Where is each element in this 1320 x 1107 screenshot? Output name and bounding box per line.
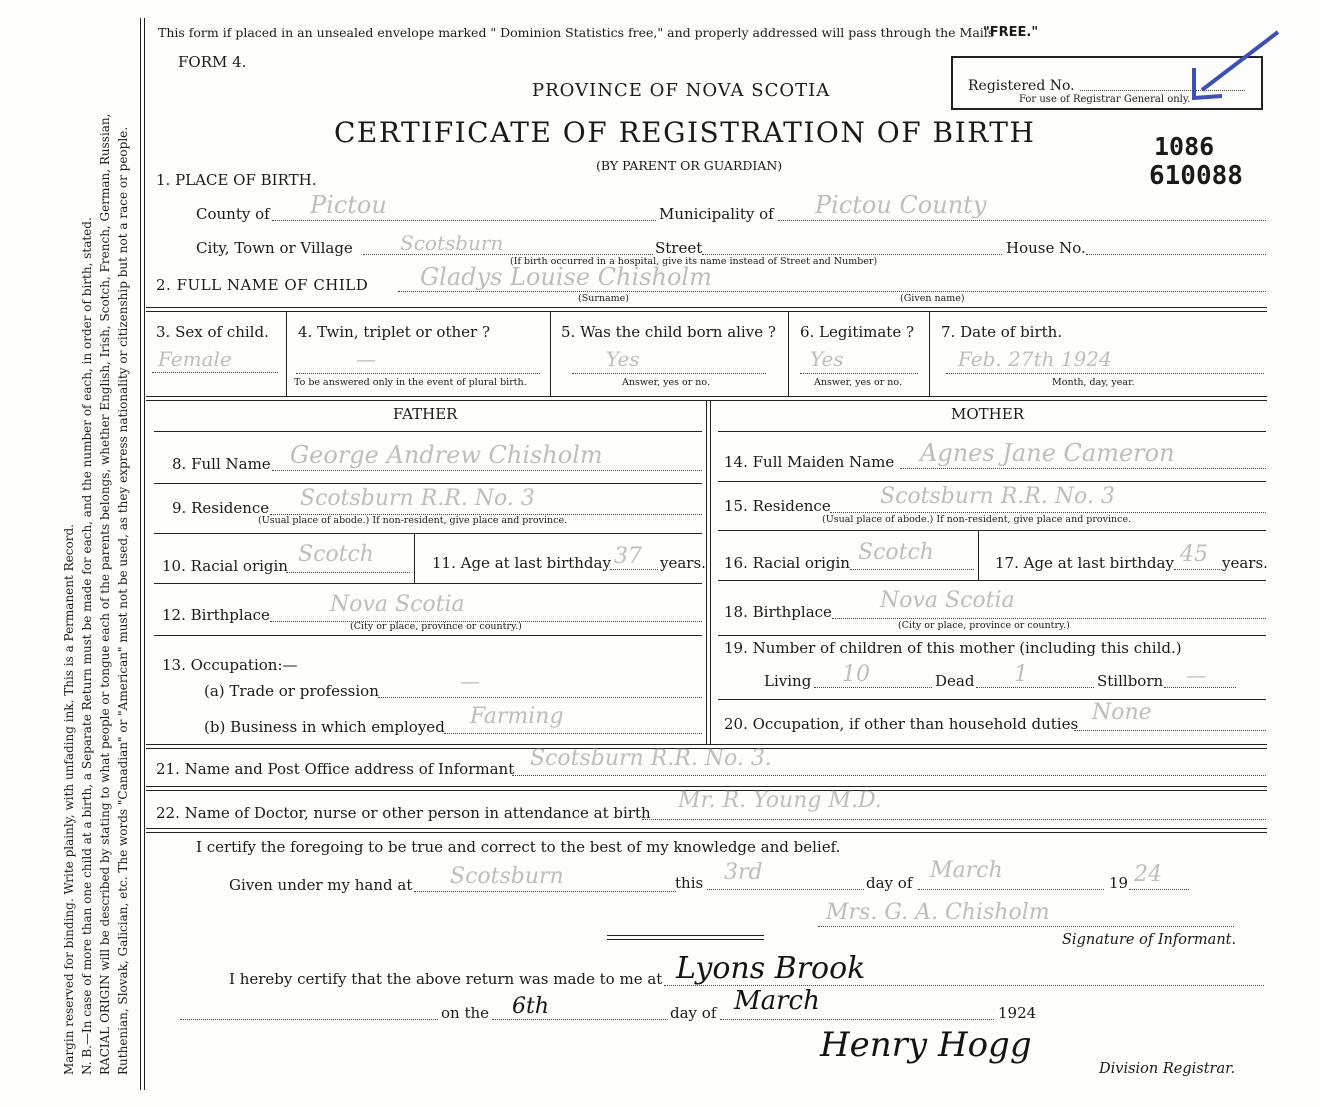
- left-border: [140, 18, 145, 1090]
- certificate-subtitle: (BY PARENT OR GUARDIAN): [596, 158, 783, 173]
- alive-label: 5. Was the child born alive ?: [561, 323, 776, 341]
- father-birthplace-label: 12. Birthplace: [162, 606, 270, 624]
- father-residence-value: Scotsburn R.R. No. 3: [300, 486, 535, 511]
- father-name-value: George Andrew Chisholm: [290, 441, 603, 469]
- father-birthplace-note: (City or place, province or country.): [350, 621, 522, 632]
- mother-name-label: 14. Full Maiden Name: [724, 453, 895, 471]
- on-the-label: on the: [441, 1004, 490, 1022]
- mother-name-value: Agnes Jane Cameron: [920, 439, 1175, 467]
- mother-residence-value: Scotsburn R.R. No. 3: [880, 484, 1115, 509]
- county-value: Pictou: [310, 191, 387, 219]
- child-name-label: 2. FULL NAME OF CHILD: [156, 276, 369, 294]
- living-label: Living: [764, 672, 812, 690]
- child-name-value: Gladys Louise Chisholm: [420, 263, 712, 291]
- sex-label: 3. Sex of child.: [156, 323, 269, 341]
- surname-note: (Surname): [578, 293, 629, 304]
- mother-racial-label: 16. Racial origin: [724, 554, 850, 572]
- father-racial-label: 10. Racial origin: [162, 557, 288, 575]
- house-label: House No.: [1006, 239, 1086, 257]
- stillborn-value: —: [1186, 663, 1206, 687]
- postal-note: This form if placed in an unsealed envelope marked " Dominion Statistics free," and properly addressed will pass through the Mails: [158, 25, 995, 40]
- margin-note-racial-origin-cont: Ruthenian, Slovak, Galician, etc. The words "Canadian" or "American" must not be used, as they express nationality or citizenship but not a race or people.: [116, 126, 130, 1075]
- father-trade-label: (a) Trade or profession: [204, 682, 379, 700]
- mother-age-unit: years.: [1222, 554, 1268, 572]
- father-business-value: Farming: [470, 704, 564, 729]
- father-age-label: 11. Age at last birthday: [432, 554, 611, 572]
- county-label: County of: [196, 205, 270, 223]
- mother-occupation-label: 20. Occupation, if other than household duties: [724, 715, 1079, 733]
- father-heading: FATHER: [393, 405, 458, 423]
- twin-value: —: [356, 347, 376, 371]
- doctor-value: Mr. R. Young M.D.: [678, 788, 882, 813]
- father-residence-label: 9. Residence: [172, 499, 270, 517]
- day-of-label: day of: [866, 874, 913, 892]
- arrow-mark-icon: [1180, 26, 1284, 106]
- dob-label: 7. Date of birth.: [941, 323, 1063, 341]
- father-occupation-label: 13. Occupation:—: [162, 656, 298, 674]
- city-label: City, Town or Village: [196, 239, 353, 257]
- dob-value: Feb. 27th 1924: [958, 347, 1112, 371]
- stamp-number-top: 1086: [1154, 132, 1215, 161]
- given-under-label: Given under my hand at: [229, 876, 413, 894]
- informant-value: Scotsburn R.R. No. 3.: [530, 746, 772, 771]
- father-age-unit: years.: [660, 554, 706, 572]
- place-of-birth-label: 1. PLACE OF BIRTH.: [156, 171, 317, 189]
- given-month-value: March: [930, 858, 1003, 883]
- mother-birthplace-value: Nova Scotia: [880, 588, 1015, 613]
- registrar-day-value: 6th: [512, 994, 550, 1019]
- mother-age-value: 45: [1180, 542, 1208, 567]
- informant-signature: Mrs. G. A. Chisholm: [826, 900, 1050, 925]
- father-name-label: 8. Full Name: [172, 455, 271, 473]
- alive-note: Answer, yes or no.: [622, 377, 711, 388]
- mother-occupation-value: None: [1092, 700, 1152, 725]
- doctor-label: 22. Name of Doctor, nurse or other person in attendance at birth: [156, 804, 651, 822]
- parent-column-divider: [706, 401, 711, 744]
- legitimate-value: Yes: [810, 347, 844, 371]
- father-trade-value: —: [460, 669, 480, 693]
- registrar-statement: I hereby certify that the above return was made to me at: [229, 970, 663, 988]
- dead-value: 1: [1014, 662, 1028, 687]
- municipality-value: Pictou County: [815, 191, 987, 219]
- year-prefix: 19: [1109, 874, 1129, 892]
- certify-statement: I certify the foregoing to be true and correct to the best of my knowledge and belief.: [196, 838, 841, 856]
- province-heading: PROVINCE OF NOVA SCOTIA: [532, 80, 831, 101]
- legitimate-note: Answer, yes or no.: [814, 377, 903, 388]
- mother-children-label: 19. Number of children of this mother (including this child.): [724, 639, 1182, 657]
- father-age-value: 37: [614, 544, 642, 569]
- sex-value: Female: [158, 347, 232, 371]
- registrar-signature: Henry Hogg: [820, 1025, 1032, 1065]
- city-value: Scotsburn: [400, 231, 504, 255]
- mother-age-label: 17. Age at last birthday: [995, 554, 1174, 572]
- mother-birthplace-label: 18. Birthplace: [724, 603, 832, 621]
- father-racial-value: Scotch: [298, 542, 374, 567]
- mother-racial-value: Scotch: [858, 540, 934, 565]
- postal-free: "FREE.": [983, 25, 1039, 40]
- margin-note-binding: Margin reserved for binding. Write plainly, with unfading ink. This is a Permanent Record.: [62, 524, 76, 1075]
- father-business-label: (b) Business in which employed: [204, 718, 445, 736]
- certificate-title: CERTIFICATE OF REGISTRATION OF BIRTH: [334, 116, 1036, 149]
- municipality-label: Municipality of: [659, 205, 774, 223]
- stillborn-label: Stillborn: [1097, 672, 1164, 690]
- form-number: FORM 4.: [178, 53, 247, 71]
- registrar-month-value: March: [734, 986, 820, 1016]
- margin-note-separate-return: N. B.—In case of more than one child at a birth, a Separate Return must be made for each, and the number of each, in order of birth, stated.: [80, 217, 94, 1075]
- registered-note: For use of Registrar General only.: [1019, 94, 1191, 105]
- informant-label: 21. Name and Post Office address of Informant: [156, 760, 515, 778]
- mother-heading: MOTHER: [951, 405, 1024, 423]
- living-value: 10: [842, 662, 870, 687]
- margin-note-racial-origin: RACIAL ORIGIN will be described by stating to what people or tongue each of the parents belongs, whether English, Irish, Scotch, French, German, Russian,: [98, 113, 112, 1075]
- this-label: this: [675, 874, 704, 892]
- stamp-number-bottom: 610088: [1149, 161, 1243, 191]
- given-year-value: 24: [1134, 862, 1162, 887]
- given-name-note: (Given name): [900, 293, 965, 304]
- father-birthplace-value: Nova Scotia: [330, 592, 465, 617]
- alive-value: Yes: [606, 347, 640, 371]
- hospital-note: (If birth occurred in a hospital, give its name instead of Street and Number): [510, 256, 878, 267]
- twin-label: 4. Twin, triplet or other ?: [298, 323, 490, 341]
- father-residence-note: (Usual place of abode.) If non-resident, give place and province.: [258, 515, 568, 526]
- dead-label: Dead: [935, 672, 975, 690]
- registrar-year-value: 1924: [998, 1004, 1037, 1022]
- mother-residence-note: (Usual place of abode.) If non-resident, give place and province.: [822, 514, 1132, 525]
- division-registrar-label: Division Registrar.: [1099, 1061, 1236, 1077]
- given-place-value: Scotsburn: [450, 864, 564, 889]
- mother-birthplace-note: (City or place, province or country.): [898, 620, 1070, 631]
- registered-label: Registered No.: [968, 78, 1075, 94]
- informant-signature-label: Signature of Informant.: [1062, 932, 1237, 948]
- registrar-day-of-label: day of: [670, 1004, 717, 1022]
- legitimate-label: 6. Legitimate ?: [800, 323, 915, 341]
- dob-note: Month, day, year.: [1052, 377, 1135, 388]
- given-day-value: 3rd: [724, 860, 763, 885]
- street-label: Street: [655, 239, 703, 257]
- mother-residence-label: 15. Residence: [724, 497, 831, 515]
- registrar-place-value: Lyons Brook: [676, 951, 866, 986]
- twin-note: To be answered only in the event of plural birth.: [294, 377, 527, 388]
